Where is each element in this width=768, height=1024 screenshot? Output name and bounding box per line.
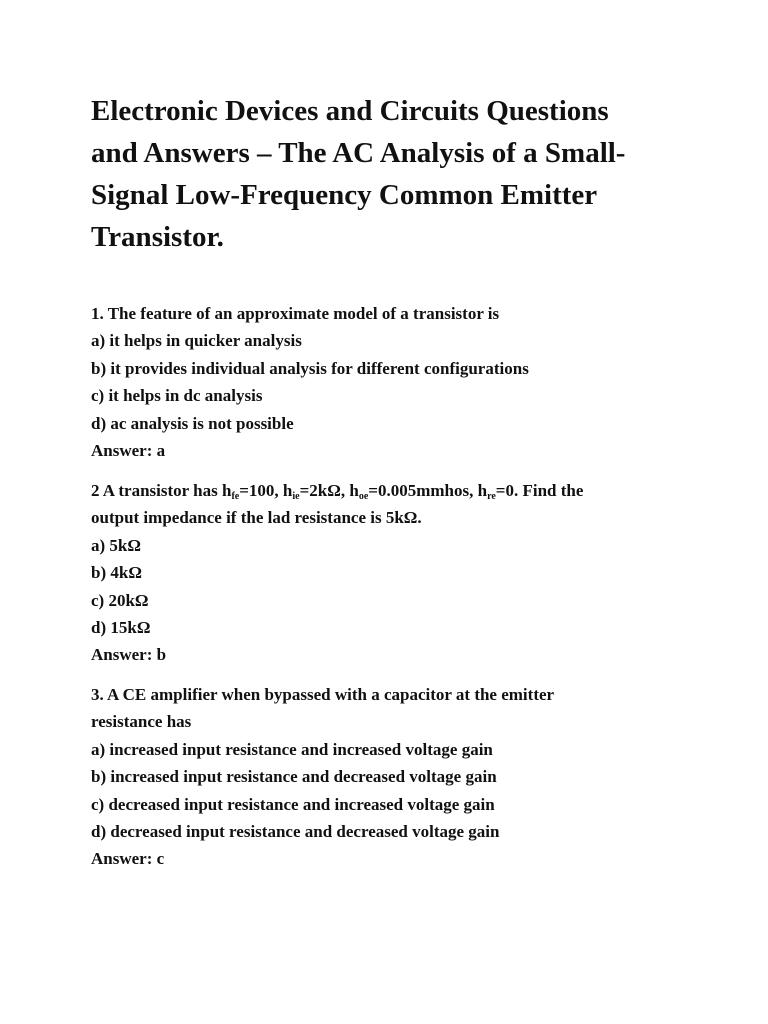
q2-sub-ie: ie <box>292 491 300 502</box>
title-line-2: and Answers – The AC Analysis of a Small- <box>91 137 626 169</box>
question-3-answer: Answer: c <box>91 849 165 869</box>
question-3 <box>91 681 731 873</box>
q2-value-ie: =2kΩ, h <box>299 481 359 500</box>
question-1-answer: Answer: a <box>91 441 166 461</box>
q2-value-re: =0. Find the <box>495 481 584 500</box>
question-1-option-a: a) it helps in quicker analysis <box>91 331 302 351</box>
question-2-option-d: d) 15kΩ <box>91 618 151 638</box>
document-title <box>91 90 711 258</box>
title-line-1: Electronic Devices and Circuits Questions <box>91 95 609 127</box>
question-3-text-line-2: resistance has <box>91 712 192 732</box>
q2-sub-fe: fe <box>231 491 240 502</box>
question-3-option-b: b) increased input resistance and decreased voltage gain <box>91 767 497 787</box>
question-3-option-c: c) decreased input resistance and increased voltage gain <box>91 794 495 814</box>
question-2-option-a: a) 5kΩ <box>91 535 141 555</box>
q2-value-fe: =100, h <box>239 481 293 500</box>
question-2-answer: Answer: b <box>91 645 167 665</box>
question-1-option-b: b) it provides individual analysis for different configurations <box>91 358 529 378</box>
q2-sub-oe: oe <box>358 491 369 502</box>
question-3-text-line-1: 3. A CE amplifier when bypassed with a capacitor at the emitter <box>91 685 555 704</box>
question-1 <box>91 300 731 464</box>
question-2 <box>91 477 731 669</box>
question-2-option-c: c) 20kΩ <box>91 590 149 610</box>
title-line-3: Signal Low-Frequency Common Emitter <box>91 179 598 211</box>
question-2-text-line-1 <box>91 477 731 504</box>
question-1-option-c: c) it helps in dc analysis <box>91 386 263 406</box>
title-line-4: Transistor. <box>91 221 224 253</box>
question-3-option-d: d) decreased input resistance and decreased voltage gain <box>91 822 500 842</box>
question-2-option-b: b) 4kΩ <box>91 563 142 583</box>
question-3-option-a: a) increased input resistance and increased voltage gain <box>91 739 493 759</box>
question-1-option-d: d) ac analysis is not possible <box>91 413 294 433</box>
question-1-text: 1. The feature of an approximate model of a transistor is <box>91 304 500 323</box>
q2-prefix: 2 A transistor has h <box>91 481 232 500</box>
q2-sub-re: re <box>487 491 496 502</box>
q2-value-oe: =0.005mmhos, h <box>368 481 488 500</box>
question-2-text-line-2: output impedance if the lad resistance is 5kΩ. <box>91 508 422 528</box>
